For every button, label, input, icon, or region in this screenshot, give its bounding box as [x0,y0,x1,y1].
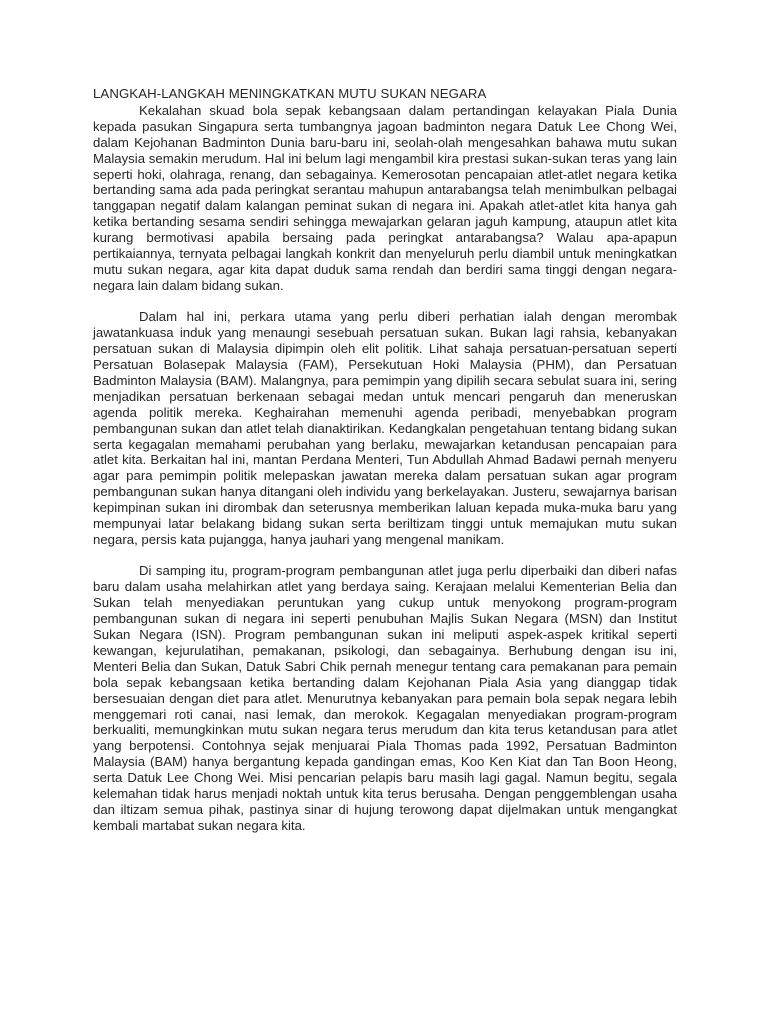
paragraph-3: Di samping itu, program-program pembangunan atlet juga perlu diperbaiki dan diberi nafas baru dalam usaha melahirkan atlet yang berdaya saing. Kerajaan melalui Kementerian Belia dan Sukan telah menyediakan peruntukan yang cukup untuk menyokong program-program pembangunan sukan di negara ini seperti penubuhan Majlis Sukan Negara (MSN) dan Institut Sukan Negara (ISN). Program pembangunan sukan ini meliputi aspek-aspek kritikal seperti kewangan, kejurulatihan, pemakanan, psikologi, dan sebagainya. Berhubung dengan isu ini, Menteri Belia dan Sukan, Datuk Sabri Chik pernah menegur tentang cara pemakanan para pemain bola sepak kebangsaan ketika bertanding dalam Kejohanan Piala Asia yang dianggap tidak bersesuaian dengan diet para atlet. Menurutnya kebanyakan para pemain bola sepak negara lebih menggemari roti canai, nasi lemak, dan merokok. Kegagalan menyediakan program-program berkualiti, memungkinkan mutu sukan negara terus merudum dan kita terus ketandusan para atlet yang berpotensi. Contohnya sejak menjuarai Piala Thomas pada 1992, Persatuan Badminton Malaysia (BAM) hanya bergantung kepada gandingan emas, Koo Ken Kiat dan Tan Boon Heong, serta Datuk Lee Chong Wei. Misi pencarian pelapis baru masih lagi gagal. Namun begitu, segala kelemahan tidak harus menjadi noktah untuk kita terus berusaha. Dengan penggemblengan usaha dan iltizam semua pihak, pastinya sinar di hujung terowong dapat dijelmakan untuk mengangkat kembali martabat sukan negara kita. [93,563,677,833]
document-page [93,86,677,834]
document-title: LANGKAH-LANGKAH MENINGKATKAN MUTU SUKAN NEGARA [93,86,487,101]
paragraph-1: Kekalahan skuad bola sepak kebangsaan dalam pertandingan kelayakan Piala Dunia kepada pasukan Singapura serta tumbangnya jagoan badminton negara Datuk Lee Chong Wei, dalam Kejohanan Badminton Dunia baru-baru ini, seolah-olah mengesahkan bahawa mutu sukan Malaysia semakin merudum. Hal ini belum lagi mengambil kira prestasi sukan-sukan teras yang lain seperti hoki, olahraga, renang, dan sebagainya. Kemerosotan pencapaian atlet-atlet negara ketika bertanding sama ada pada peringkat serantau mahupun antarabangsa telah menimbulkan pelbagai tanggapan negatif dalam kalangan peminat sukan di negara ini. Apakah atlet-atlet kita hanya gah ketika bertanding sesama sendiri sehingga mewajarkan gelaran jaguh kampung, ataupun atlet kita kurang bermotivasi apabila bersaing pada peringkat antarabangsa? Walau apa-apapun pertikaiannya, ternyata pelbagai langkah konkrit dan menyeluruh perlu diambil untuk meningkatkan mutu sukan negara, agar kita dapat duduk sama rendah dan berdiri sama tinggi dengan negara-negara lain dalam bidang sukan. [93,102,677,293]
paragraph-2: Dalam hal ini, perkara utama yang perlu diberi perhatian ialah dengan merombak jawatankuasa induk yang menaungi sesebuah persatuan sukan. Bukan lagi rahsia, kebanyakan persatuan sukan di Malaysia dipimpin oleh elit politik. Lihat sahaja persatuan-persatuan seperti Persatuan Bolasepak Malaysia (FAM), Persekutuan Hoki Malaysia (PHM), dan Persatuan Badminton Malaysia (BAM). Malangnya, para pemimpin yang dipilih secara sebulat suara ini, sering menjadikan persatuan berkenaan sebagai medan untuk mencari pengaruh dan meneruskan agenda politik mereka. Keghairahan memenuhi agenda peribadi, menyebabkan program pembangunan sukan dan atlet telah dianaktirikan. Kedangkalan pengetahuan tentang bidang sukan serta kegagalan memahami perubahan yang berlaku, mewajarkan ketandusan pencapaian para atlet kita. Berkaitan hal ini, mantan Perdana Menteri, Tun Abdullah Ahmad Badawi pernah menyeru agar para pemimpin politik melepaskan jawatan mereka dalam persatuan sukan agar program pembangunan sukan hanya ditangani oleh individu yang berkelayakan. Justeru, sewajarnya barisan kepimpinan sukan ini dirombak dan seterusnya memberikan laluan kepada muka-muka baru yang mempunyai latar belakang bidang sukan serta beriltizam tinggi untuk memajukan mutu sukan negara, persis kata pujangga, hanya jauhari yang mengenal manikam. [93,309,677,547]
